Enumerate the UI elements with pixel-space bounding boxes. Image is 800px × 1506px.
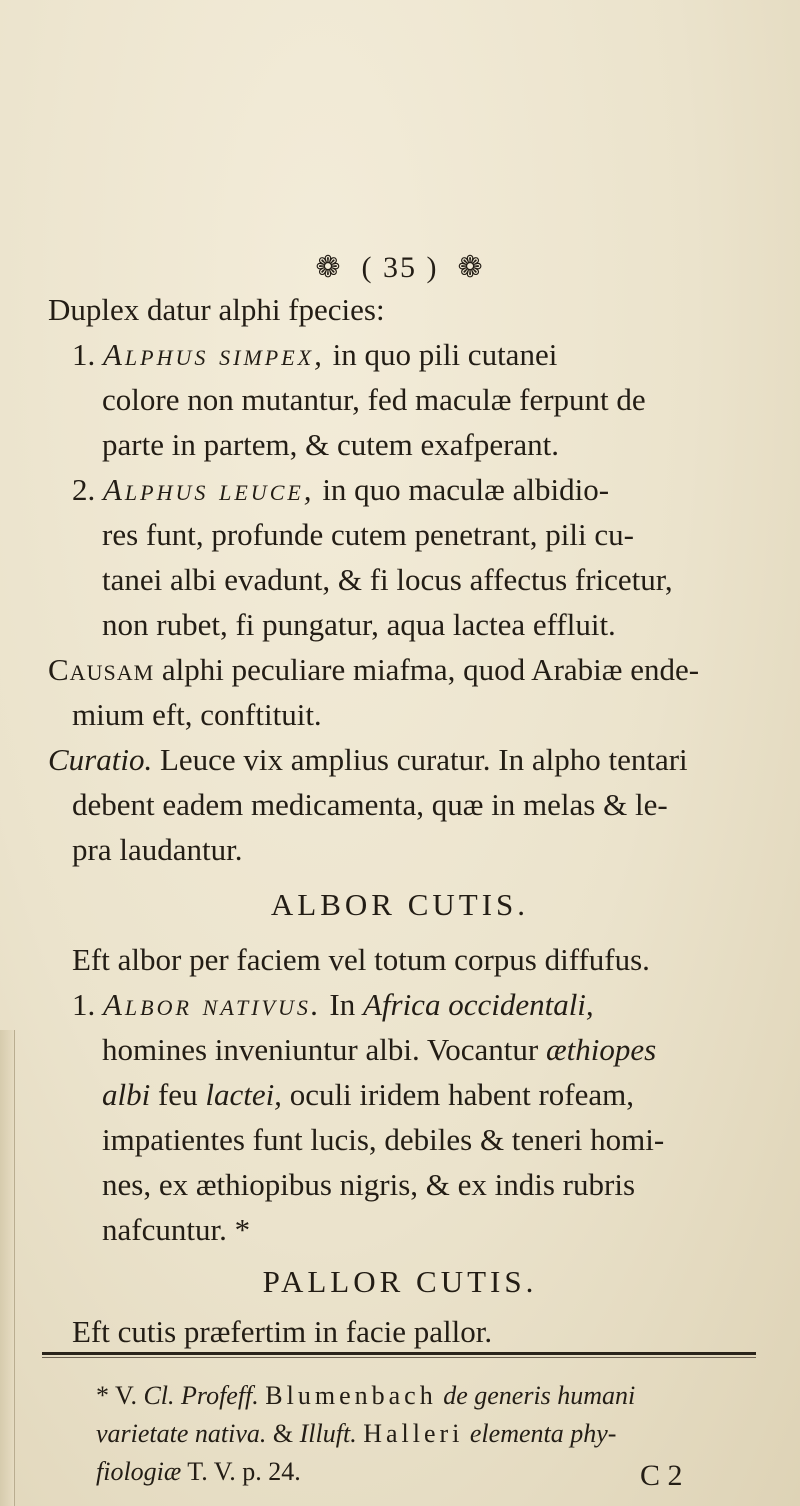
text-line — [72, 985, 594, 1025]
text-line — [48, 650, 699, 690]
text-line: parte in partem, & cutem exafperant. — [102, 427, 560, 462]
text-line: tanei albi evadunt, & fi locus affectus fricetur, — [102, 562, 673, 597]
text-span-italic: Cl. Profeff. — [143, 1381, 259, 1410]
text-span: homines inveniuntur albi. Vocantur — [102, 1032, 539, 1067]
text-line — [72, 335, 557, 375]
text-line — [102, 1030, 656, 1070]
footnote-marker: * V. — [96, 1381, 137, 1410]
text-span-italic: fiologiæ — [96, 1457, 182, 1486]
term: Alphus leuce, — [103, 472, 315, 507]
text-span-italic: Illuft. — [299, 1419, 357, 1448]
list-number: 1. — [72, 987, 96, 1022]
footnote-line — [96, 1378, 635, 1414]
text-span: T. V. p. 24. — [187, 1457, 301, 1486]
text-line: Duplex datur alphi fpecies: — [48, 292, 385, 327]
footnote-line — [96, 1416, 616, 1452]
lead-word: Causam — [48, 652, 155, 687]
text-span: oculi iridem habent rofeam, — [289, 1077, 635, 1112]
text-span: Leuce vix amplius curatur. In alpho tentari — [159, 742, 688, 777]
list-number: 1. — [72, 337, 96, 372]
text-line: pra laudantur. — [72, 832, 243, 867]
text-span-italic: lactei, — [205, 1077, 282, 1112]
ornament-left: ❁ — [315, 251, 343, 284]
text-line: mium eft, conftituit. — [72, 697, 322, 732]
term: Alphus simpex, — [103, 337, 325, 372]
text-line: nafcuntur. * — [102, 1212, 251, 1247]
ornament-right: ❁ — [457, 251, 485, 284]
text-span: in quo pili cutanei — [332, 337, 558, 372]
text-line — [72, 470, 609, 510]
signature-mark: C 2 — [640, 1459, 683, 1492]
text-span: alphi peculiare miafma, quod Arabiæ ende- — [161, 652, 700, 687]
text-span: feu — [157, 1077, 198, 1112]
page-number: ( 35 ) — [361, 251, 439, 284]
section-heading: ALBOR CUTIS. — [270, 887, 530, 922]
text-span: in quo maculæ albidio- — [322, 472, 610, 507]
footnote-line — [96, 1454, 301, 1490]
section-heading: PALLOR CUTIS. — [262, 1264, 538, 1299]
lead-word: Curatio. — [48, 742, 153, 777]
footnote-rule-thin — [42, 1357, 756, 1358]
term: Albor nativus. — [103, 987, 322, 1022]
text-line: impatientes funt lucis, debiles & teneri homi- — [102, 1122, 665, 1157]
text-line: non rubet, fi pungatur, aqua lactea effluit. — [102, 607, 616, 642]
text-line — [48, 740, 688, 780]
text-span: In — [329, 987, 356, 1022]
text-span-italic: de generis humani — [443, 1381, 636, 1410]
author-name: Halleri — [363, 1419, 464, 1448]
text-span-italic: æthiopes — [546, 1032, 657, 1067]
text-span-italic: Africa occidentali, — [362, 987, 594, 1022]
text-line: nes, ex æthiopibus nigris, & ex indis rubris — [102, 1167, 636, 1202]
text-line: colore non mutantur, fed maculæ ferpunt de — [102, 382, 646, 417]
running-header — [0, 248, 800, 288]
text-line — [102, 1075, 634, 1115]
text-span-italic: elementa phy- — [469, 1419, 617, 1448]
text-span-italic: albi — [102, 1077, 151, 1112]
text-span: & — [272, 1419, 294, 1448]
text-line: Eft cutis præfertim in facie pallor. — [72, 1314, 493, 1349]
text-line: debent eadem medicamenta, quæ in melas & le- — [72, 787, 668, 822]
author-name: Blumenbach — [265, 1381, 437, 1410]
text-span-italic: varietate nativa. — [96, 1419, 267, 1448]
text-line: Eft albor per faciem vel totum corpus diffufus. — [72, 942, 650, 977]
text-line: res funt, profunde cutem penetrant, pili cu- — [102, 517, 634, 552]
list-number: 2. — [72, 472, 96, 507]
footnote-rule — [42, 1352, 756, 1355]
